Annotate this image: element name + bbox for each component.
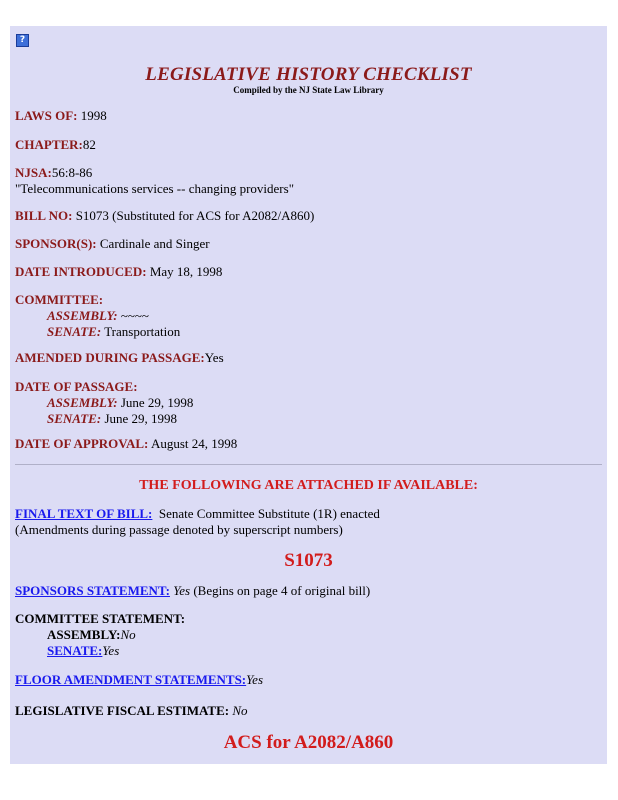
committee-statement-label: COMMITTEE STATEMENT: [15,611,186,626]
date-approval-value: August 24, 1998 [150,436,238,451]
date-introduced-label: DATE INTRODUCED: [15,264,147,279]
sponsors-row [15,236,210,252]
committee-assembly-value: ~~~~ [120,308,149,323]
fiscal-estimate-row [15,703,248,719]
chapter-value: 82 [82,137,96,152]
passage-assembly-value: June 29, 1998 [120,395,194,410]
passage-senate-label: SENATE: [47,411,102,426]
cs-assembly-value: No [120,627,136,642]
sponsors-value: Cardinale and Singer [99,236,210,251]
committee-statement-row [15,611,185,659]
date-introduced-value: May 18, 1998 [149,264,223,279]
date-introduced-row [15,264,222,280]
final-text-value: Senate Committee Substitute (1R) enacted [158,506,380,521]
sponsors-label: SPONSOR(S): [15,236,97,251]
amended-row [15,350,224,366]
committee-senate-value: Transportation [104,324,181,339]
bill-no-label: BILL NO: [15,208,73,223]
njsa-row [15,165,294,197]
checklist-page [10,26,607,764]
date-approval-row [15,436,237,452]
final-text-link[interactable]: FINAL TEXT OF BILL: [15,506,153,521]
acs-heading: ACS for A2082/A860 [223,732,394,753]
bill-no-value: S1073 (Substituted for ACS for A2082/A860) [75,208,315,223]
final-text-row [15,506,380,538]
amended-value: Yes [204,350,224,365]
final-text-note: (Amendments during passage denoted by superscript numbers) [15,522,343,537]
date-approval-label: DATE OF APPROVAL: [15,436,149,451]
floor-amendment-value: Yes [246,672,264,687]
floor-amendment-link[interactable]: FLOOR AMENDMENT STATEMENTS: [15,672,247,687]
committee-senate-label: SENATE: [47,324,102,339]
njsa-value: 56:8-86 [51,165,93,180]
chapter-row [15,137,96,153]
committee-label: COMMITTEE: [15,292,104,307]
date-passage-label: DATE OF PASSAGE: [15,379,138,394]
njsa-description: "Telecommunications services -- changing providers" [15,181,295,196]
floor-amendment-row [15,672,263,688]
sponsors-statement-link[interactable]: SPONSORS STATEMENT: [15,583,170,598]
cs-assembly-label: ASSEMBLY: [47,627,121,642]
cs-senate-value: Yes [102,643,120,658]
section-divider [15,464,602,465]
passage-senate-value: June 29, 1998 [104,411,178,426]
fiscal-estimate-value: No [232,703,248,718]
fiscal-estimate-label: LEGISLATIVE FISCAL ESTIMATE: [15,703,230,718]
passage-assembly-label: ASSEMBLY: [47,395,118,410]
bill-heading: S1073 [284,550,333,571]
bill-no-row [15,208,314,224]
sponsors-statement-yes: Yes [173,583,191,598]
page-title: LEGISLATIVE HISTORY CHECKLIST [145,64,472,85]
amended-label: AMENDED DURING PASSAGE: [15,350,205,365]
committee-row [15,292,180,340]
committee-assembly-label: ASSEMBLY: [47,308,118,323]
laws-of-value: 1998 [80,108,107,123]
njsa-label: NJSA: [15,165,52,180]
date-passage-row [15,379,193,427]
help-icon[interactable]: ? [16,34,29,47]
page-subtitle: Compiled by the NJ State Law Library [233,85,384,95]
laws-of-label: LAWS OF: [15,108,78,123]
laws-of-row [15,108,107,124]
cs-senate-link[interactable]: SENATE: [47,643,103,658]
sponsors-statement-note: (Begins on page 4 of original bill) [193,583,371,598]
sponsors-statement-row [15,583,370,599]
chapter-label: CHAPTER: [15,137,83,152]
attached-heading: THE FOLLOWING ARE ATTACHED IF AVAILABLE: [139,478,478,493]
